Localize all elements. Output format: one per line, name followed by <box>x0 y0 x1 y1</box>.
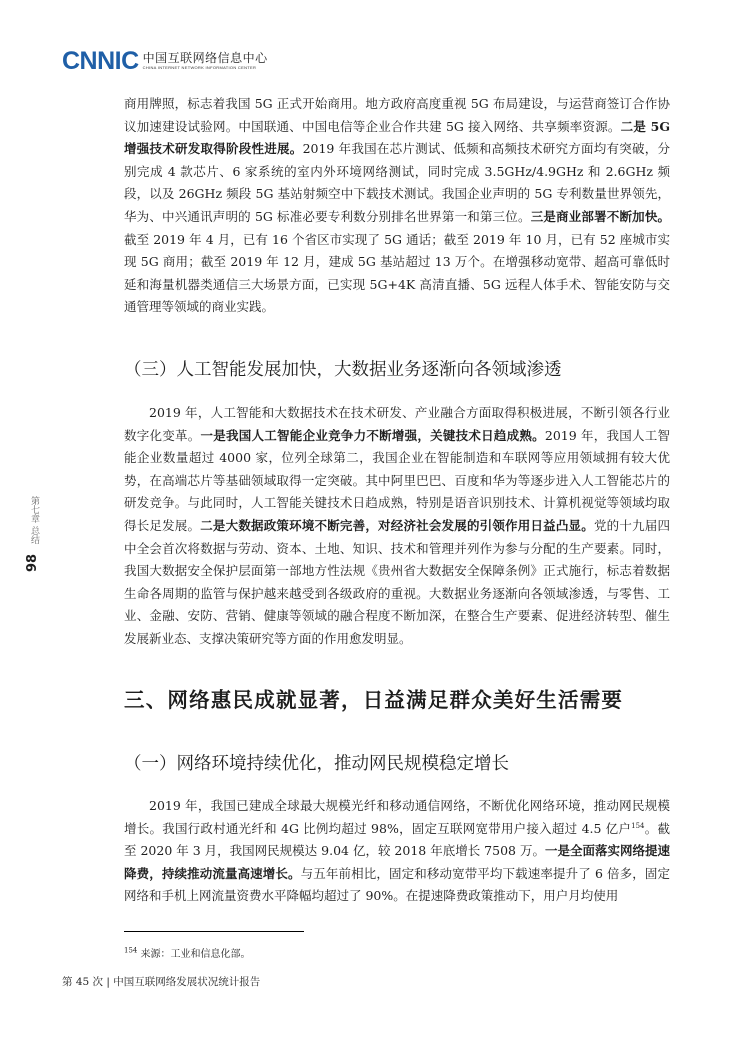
section-heading-ai-bigdata: （三）人工智能发展加快，大数据业务逐渐向各领域渗透 <box>124 360 562 380</box>
section-heading-network: （一）网络环境持续优化，推动网民规模稳定增长 <box>124 754 509 774</box>
footnote-ref: 154 <box>631 821 645 830</box>
logo-mark: CNNIC <box>62 47 139 75</box>
key-point: 三是商业部署不断加快。 <box>530 208 670 224</box>
logo-english-name: CHINA INTERNET NETWORK INFORMATION CENTER <box>142 65 257 70</box>
key-point: 一是我国人工智能企业竞争力不断增强，关键技术日趋成熟。 <box>200 427 545 443</box>
footnote-number: 154 <box>124 946 138 955</box>
page-number: 98 <box>25 553 40 573</box>
paragraph-network: 2019 年，我国已建成全球最大规模光纤和移动通信网络，不断优化网络环境，推动网民规模增长。我国行政村通光纤和 4G 比例均超过 98%，固定互联网宽带用户接入超过 4.5 亿户$^{154}$。截至 2020 年 3 月，我国网民规模达 9.04 亿，较 2018 年底增长 7508 万。一是全面落实网络提速降费，持续推动流量高速增长。与五年前相比，固定和移动宽带平均下载速率提升了 6 倍多，固定网络和手机上网流量资费水平降幅均超过了 90%。在提速降费政策推动下，用户月均使用 <box>124 798 670 904</box>
chapter-label: 第七章 总结 <box>29 496 39 544</box>
footnote-text: 来源：工业和信息化部。 <box>137 949 251 960</box>
key-point: 二是 5G 增强技术研发取得阶段性进展。 <box>124 118 670 157</box>
cnnic-logo <box>62 47 268 75</box>
chapter-section-heading: 三、网络惠民成就显著，日益满足群众美好生活需要 <box>124 688 624 712</box>
paragraph-5g: 商用牌照，标志着我国 5G 正式开始商用。地方政府高度重视 5G 布局建设，与运营商签订合作协议加速建设试验网。中国联通、中国电信等企业合作共建 5G 接入网络、共享频率资源。二是 5G 增强技术研发取得阶段性进展。2019 年我国在芯片测试、低频和高频技术研究方面均有突破，分别完成 4 款芯片、6 家系统的室内外环境网络测试，同时完成 3.5GHz/4.9GHz 和 2.6GHz 频段，以及 26GHz 频段 5G 基站射频空中下载技术测试。我国企业声明的 5G 专利数量世界领先，华为、中兴通讯声明的 5G 标准必要专利数分别排名世界第一和第三位。三是商业部署不断加快。截至 2019 年 4 月，已有 16 个省区市实现了 5G 通话；截至 2019 年 10 月，已有 52 座城市实现 5G 商用；截至 2019 年 12 月，建成 5G 基站超过 13 万个。在增强移动宽带、超高可靠低时延和海量机器类通信三大场景方面，已实现 5G+4K 高清直播、5G 远程人体手术、智能安防与交通管理等领域的商业实践。 <box>124 96 670 315</box>
footnote-divider <box>124 931 304 932</box>
paragraph-ai-bigdata: 2019 年，人工智能和大数据技术在技术研发、产业融合方面取得积极进展，不断引领各行业数字化变革。一是我国人工智能企业竞争力不断增强，关键技术日趋成熟。2019 年，我国人工智能企业数量超过 4000 家，位列全球第二，我国企业在智能制造和车联网等应用领域拥有较大优势，在高端芯片等基础领域取得一定突破。其中阿里巴巴、百度和华为等逐步进入人工智能芯片的研发竞争。与此同时，人工智能关键技术日趋成熟，特别是语音识别技术、计算机视觉等领域均取得长足发展。二是大数据政策环境不断完善，对经济社会发展的引领作用日益凸显。党的十九届四中全会首次将数据与劳动、资本、土地、知识、技术和管理并列作为参与分配的生产要素。同时，我国大数据安全保护层面第一部地方性法规《贵州省大数据安全保障条例》正式施行，标志着数据生命各周期的监管与保护越来越受到各级政府的重视。大数据业务逐渐向各领域渗透，与零售、工业、金融、安防、营销、健康等领域的融合程度不断加深，在整合生产要素、促进经济转型、催生发展新业态、支撑决策研究等方面的作用愈发明显。 <box>124 405 670 646</box>
page-footer: 第 45 次 | 中国互联网络发展状况统计报告 <box>62 976 261 988</box>
key-point: 二是大数据政策环境不断完善，对经济社会发展的引领作用日益凸显。 <box>200 517 594 533</box>
key-point: 一是全面落实网络提速降费，持续推动流量高速增长。 <box>124 843 670 881</box>
logo-chinese-name: 中国互联网络信息中心 <box>142 51 268 65</box>
footnote <box>124 948 251 962</box>
